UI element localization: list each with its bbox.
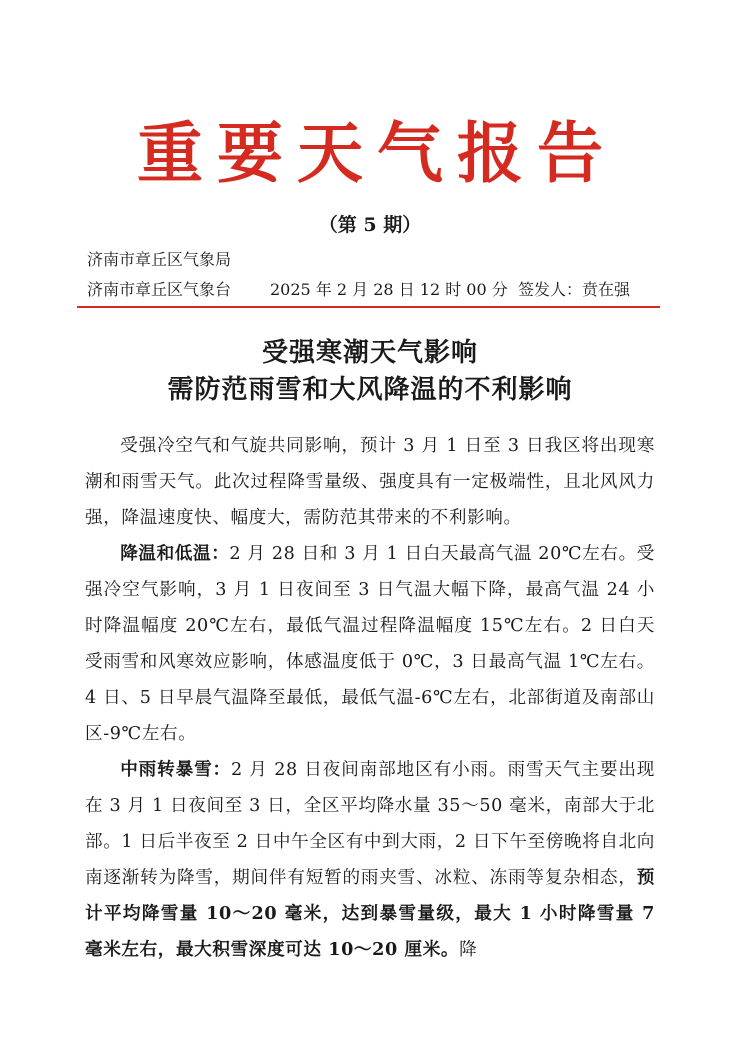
snow-text: 2 月 28 日夜间南部地区有小雨。雨雪天气主要出现在 3 月 1 日夜间至 3 日，全区平均降水量 35～50 毫米，南部大于北部。1 日后半夜至 2 日中午全区有中到大雨，2 日下午至傍晚将自北向南逐渐转为降雪，期间伴有短暂的雨夹雪、冰粒、冻雨等复杂相态， xyxy=(85,760,655,888)
snow-forecast-bold: 预计平均降雪量 10～20 毫米，达到暴雪量级，最大 1 小时降雪量 7 毫米左右，最大积雪深度可达 10～20 厘米。 xyxy=(85,867,655,960)
masthead-title: 重要天气报告 xyxy=(137,114,617,192)
issuing-station: 济南市章丘区气象台 xyxy=(87,280,232,299)
temperature-paragraph xyxy=(85,536,655,752)
signer: 签发人：贲在强 xyxy=(518,280,631,299)
intro-paragraph: 受强冷空气和气旋共同影响，预计 3 月 1 日至 3 日我区将出现寒潮和雨雪天气。此次过程降雪量级、强度具有一定极端性，且北风风力强，降温速度快、幅度大，需防范其带来的不利影响。 xyxy=(85,436,655,528)
red-divider xyxy=(77,306,660,308)
issue-number: （第 5 期） xyxy=(318,214,422,236)
snow-lead: 中雨转暴雪： xyxy=(120,759,232,780)
issuing-bureau: 济南市章丘区气象局 xyxy=(87,250,232,269)
temperature-lead: 降温和低温： xyxy=(120,543,230,564)
headline-line-2: 需防范雨雪和大风降温的不利影响 xyxy=(167,375,573,405)
snow-tail: 降 xyxy=(459,940,478,960)
issue-datetime: 2025 年 2 月 28 日 12 时 00 分 xyxy=(270,280,508,299)
temperature-text: 2 月 28 日和 3 月 1 日白天最高气温 20℃左右。受强冷空气影响，3 月 1 日夜间至 3 日气温大幅下降，最高气温 24 小时降温幅度 20℃左右，最低气温过程降温幅度 15℃左右。2 日白天受雨雪和风寒效应影响，体感温度低于 0℃，3 日最高气温 1℃左右。4 日、5 日早晨气温降至最低，最低气温-6℃左右，北部街道及南部山区-9℃左右。 xyxy=(85,544,655,744)
report-body xyxy=(85,428,655,968)
headline-line-1: 受强寒潮天气影响 xyxy=(261,338,478,368)
snow-paragraph xyxy=(85,752,655,968)
